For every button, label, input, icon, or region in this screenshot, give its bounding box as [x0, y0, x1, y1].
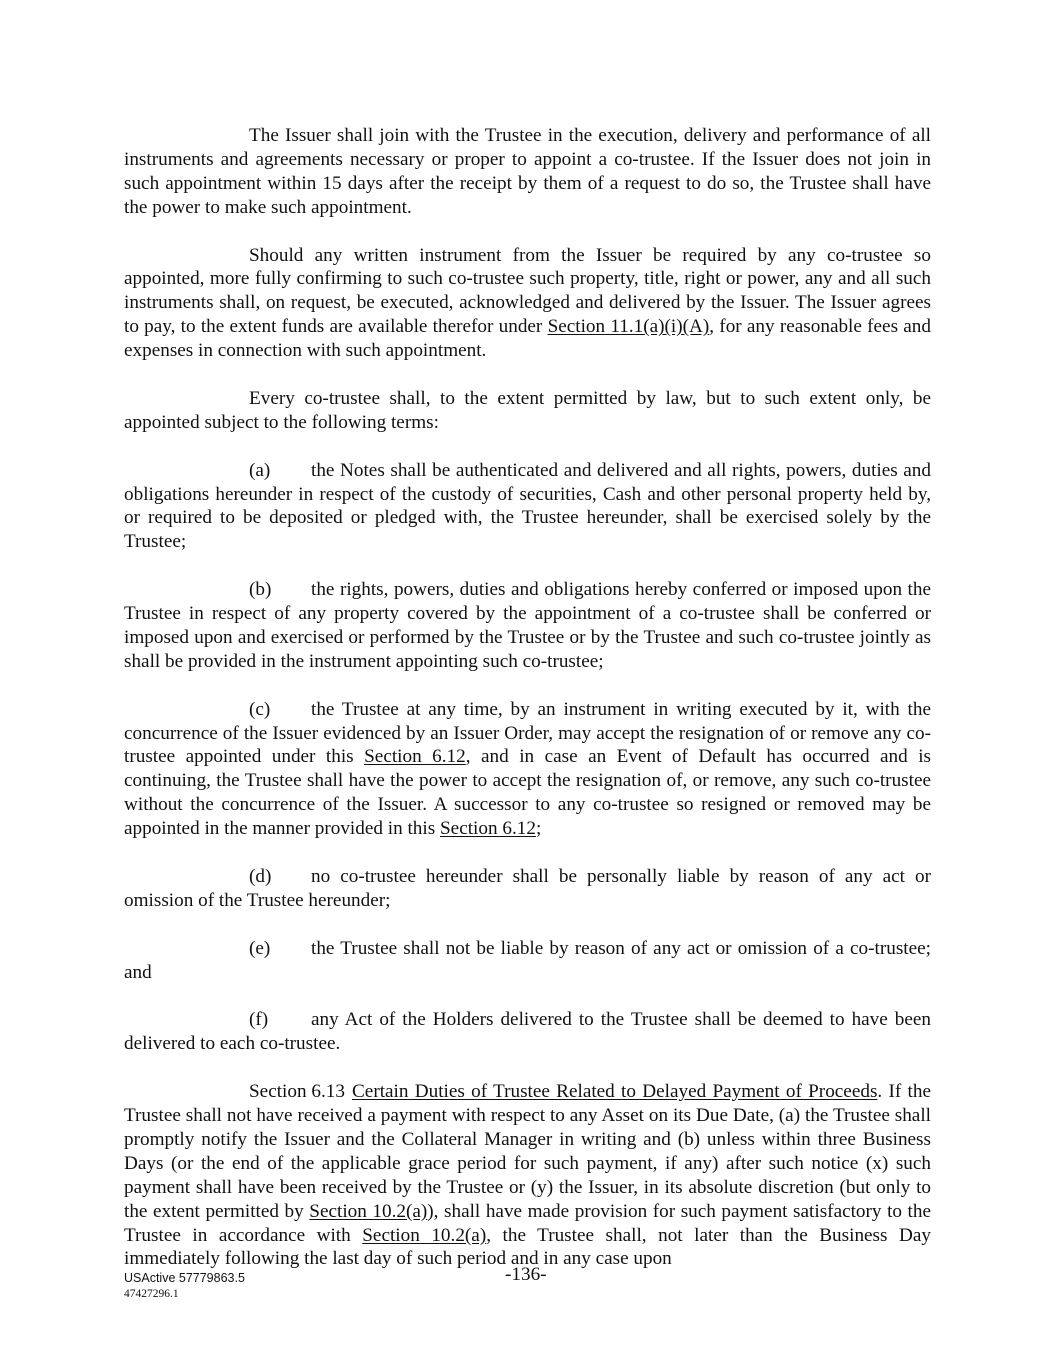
- section-heading: Certain Duties of Trustee Related to Delayed Payment of Proceeds: [352, 1081, 878, 1103]
- item-label: (c): [249, 698, 271, 720]
- paragraph-written-instrument: [124, 244, 931, 364]
- list-item-b: [124, 578, 931, 674]
- item-label: (a): [249, 459, 271, 481]
- item-text: the Trustee at any time, by an instrument in writing executed by it, with the concurrence of the Issuer evidenced by an Issuer Order, may accept the resignation of or remove any co-trustee appointed under this: [124, 698, 931, 768]
- item-text: no co-trustee hereunder shall be personally liable by reason of any act or omission of the Trustee hereunder;: [124, 866, 931, 911]
- item-text: ;: [535, 818, 542, 840]
- paragraph-text: The Issuer shall join with the Trustee in the execution, delivery and performance of all instruments and agreements necessary or proper to appoint a co-trustee. If the Issuer does not join in such appointment within 15 days after the receipt by them of a request to do so, the Trustee shall have the power to make such appointment.: [124, 125, 931, 218]
- section-6-13: [124, 1080, 931, 1271]
- section-reference-link[interactable]: Section 11.1(a)(i)(A): [547, 316, 710, 338]
- item-label: (e): [249, 937, 271, 959]
- section-heading-period: .: [877, 1081, 883, 1103]
- list-item-a: [124, 459, 931, 555]
- section-reference-link[interactable]: Section 10.2(a): [309, 1200, 428, 1222]
- footer-doc-id-secondary: 47427296.1: [124, 1288, 179, 1300]
- section-text: , the Trustee shall, not later than the Business Day immediately following the last day of such period and in any case upon: [124, 1224, 931, 1270]
- paragraph-text: Every co-trustee shall, to the extent permitted by law, but to such extent only, be appointed subject to the following terms:: [124, 387, 931, 433]
- item-text: , and in case an Event of Default has occurred and is continuing, the Trustee shall have the power to accept the resignation of, or remove, any such co-trustee without the concurrence of the Issuer. A successor to any co-trustee so resigned or removed may be appointed in the manner provided in this: [124, 746, 931, 840]
- paragraph-text: , for any reasonable fees and expenses in connection with such appointment.: [124, 316, 931, 362]
- footer-document-ids: [124, 1270, 245, 1302]
- paragraph-co-trustee-terms: [124, 387, 931, 435]
- item-text: the Notes shall be authenticated and delivered and all rights, powers, duties and obligations hereunder in respect of the custody of securities, Cash and other personal property held by, or required to be deposited or pledged with, the Trustee hereunder, shall be exercised solely by the Trustee;: [124, 459, 931, 553]
- page-number: -136-: [505, 1264, 547, 1285]
- item-text: the Trustee shall not be liable by reason of any act or omission of a co-trustee; and: [124, 937, 931, 983]
- list-item-d: [124, 865, 931, 913]
- paragraph-text: Should any written instrument from the Issuer be required by any co-trustee so appointed, more fully confirming to such co-trustee such property, title, right or power, any and all such instruments shall, on request, be executed, acknowledged and delivered by the Issuer. The Issuer agrees to pay, to the extent funds are available therefor under: [124, 244, 931, 338]
- item-text: the rights, powers, duties and obligations hereby conferred or imposed upon the Trustee in respect of any property covered by the appointment of a co-trustee shall be conferred or imposed upon and exercised or performed by the Trustee or by the Trustee and such co-trustee jointly as shall be provided in the instrument appointing such co-trustee;: [124, 579, 931, 672]
- section-number: Section 6.13: [249, 1081, 345, 1103]
- section-text: ), shall have made provision for such payment satisfactory to the Trustee in accordance with: [124, 1200, 931, 1246]
- list-item-f: [124, 1008, 931, 1056]
- item-label: (f): [249, 1009, 269, 1031]
- section-reference-link[interactable]: Section 6.12: [440, 818, 536, 840]
- item-label: (d): [249, 866, 272, 887]
- list-item-e: [124, 937, 931, 985]
- section-reference-link[interactable]: Section 6.12: [364, 746, 466, 768]
- item-text: any Act of the Holders delivered to the Trustee shall be deemed to have been delivered to each co-trustee.: [124, 1009, 931, 1055]
- section-text: If the Trustee shall not have received a payment with respect to any Asset on its Due Date, (a) the Trustee shall promptly notify the Issuer and the Collateral Manager in writing and (b) unless within three Business Days (or the end of the applicable grace period for such payment, if any) after such notice (x) such payment shall have been received by the Trustee or (y) the Issuer, in its absolute discretion (but only to the extent permitted by: [124, 1081, 931, 1222]
- document-body: [124, 124, 931, 1271]
- section-reference-link[interactable]: Section 10.2(a): [362, 1224, 487, 1246]
- paragraph-issuer-join: [124, 124, 931, 220]
- footer-doc-id: USActive 57779863.5: [124, 1271, 245, 1285]
- list-item-c: [124, 698, 931, 841]
- item-label: (b): [249, 579, 272, 601]
